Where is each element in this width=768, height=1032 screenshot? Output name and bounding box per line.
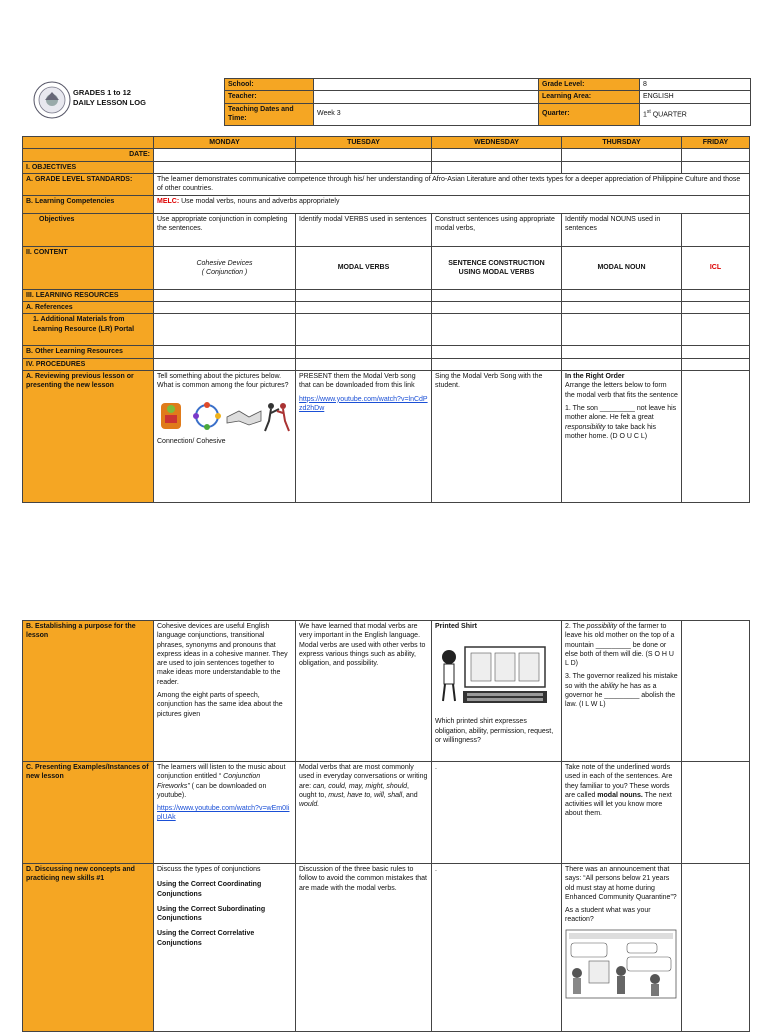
quarter-num: 1: [643, 111, 647, 119]
right-order-intro: Arrange the letters below to form the modal verb that fits the sentence: [565, 382, 678, 399]
c-mon-b: Conjunction Fireworks”: [157, 773, 261, 790]
references-label: A. References: [23, 302, 154, 314]
header-table: [224, 78, 751, 126]
grade-label: Grade Level:: [539, 79, 640, 91]
examples-tuesday: [296, 762, 432, 864]
printed-shirt-title: Printed Shirt: [435, 623, 478, 630]
objectives-heading: I. OBJECTIVES: [23, 161, 154, 173]
quarter-label: Quarter:: [539, 103, 640, 125]
discussing-wednesday: .: [432, 864, 562, 1032]
lesson-table-2: [22, 620, 750, 1032]
purpose-wednesday: [432, 621, 562, 762]
d-mon-coordinating: Using the Correct Coordinating Conjunctions: [157, 881, 262, 898]
modal-verb-song-link[interactable]: https://www.youtube.com/watch?v=lnCdPzd2hDw: [299, 395, 428, 412]
learning-competencies-label: B. Learning Competencies: [23, 195, 154, 213]
thu-p2-c: he has as a governor he _________ abolish the law. (I L W L): [565, 682, 676, 709]
content-friday: ICL: [682, 246, 750, 289]
day-thursday: THURSDAY: [562, 137, 682, 149]
content-heading: II. CONTENT: [23, 246, 154, 289]
item1-part-a: 1. The son _________ not leave his mother alone. He felt a great: [565, 404, 677, 422]
grade-value: 8: [640, 79, 751, 91]
presenting-examples-label: C. Presenting Examples/Instances of new lesson: [23, 762, 154, 864]
purpose-monday-p1: Cohesive devices are useful English language conjunctions, transitional phrases, synonyms and pronouns that express ideas in a cohesive manner. They are used to join sentences together to make ideas more understandable to the reader.: [157, 623, 288, 686]
examples-monday-text: [157, 763, 292, 800]
examples-thursday: [562, 762, 682, 864]
d-mon-subordinating: Using the Correct Subordinating Conjunctions: [157, 905, 266, 923]
d-mon-correlative: Using the Correct Correlative Conjunctions: [157, 930, 255, 947]
lesson-table-1: [22, 136, 750, 503]
area-value: ENGLISH: [640, 91, 751, 103]
c-mon-a: The learners will listen to the music about conjunction entitled “: [157, 764, 286, 781]
conjunction-fireworks-link[interactable]: https://www.youtube.com/watch?v=wEm0IiplUAk: [157, 805, 290, 822]
puzzle-icon: [161, 403, 181, 429]
grade-level-standards-text: The learner demonstrates communicative competence through his/ her understanding of Afro-Asian Literature and other texts types for a deeper appreciation of Philippine Culture and those of other countries.: [154, 173, 750, 195]
d-mon-intro: Discuss the types of conjunctions: [157, 866, 261, 873]
c-thu-a: Take note of the underlined words used in each of the sentences. Are they familiar to you? These words are called: [565, 764, 673, 799]
day-wednesday: WEDNESDAY: [432, 137, 562, 149]
content-monday-line1: Cohesive Devices: [196, 259, 253, 267]
grade-level-standards-label: A. GRADE LEVEL STANDARDS:: [23, 173, 154, 195]
melc-body: Use modal verbs, nouns and adverbs appropriately: [179, 197, 340, 205]
content-wednesday-line1: SENTENCE CONSTRUCTION: [448, 259, 545, 267]
melc-text: [154, 195, 750, 213]
reviewing-lesson-label: A. Reviewing previous lesson or presenting the new lesson: [23, 371, 154, 503]
school-label: School:: [225, 79, 314, 91]
date-label: DATE:: [23, 149, 154, 161]
thu-p1-c: of the farmer to leave his old mother on the top of a mountain _________ be done or else both of them will die. (S O H U L D): [565, 623, 675, 668]
objectives-label: Objectives: [23, 213, 154, 246]
purpose-thursday-p1: [565, 622, 678, 668]
purpose-thursday: [562, 621, 682, 762]
reviewing-wednesday: Sing the Modal Verb Song with the student.: [432, 371, 562, 503]
purpose-thursday-p2: [565, 672, 678, 709]
day-tuesday: TUESDAY: [296, 137, 432, 149]
content-wednesday: [432, 246, 562, 289]
four-pictures: [157, 397, 291, 435]
d-thu-announcement: There was an announcement that says: “All persons below 21 years old must stay at home during Enhanced Community Quarantine”?: [565, 866, 677, 901]
c-tue-a: Modal verbs that are most commonly used in everyday conversations or writing are:: [299, 764, 428, 790]
school-name: [73, 88, 146, 108]
c-thu-c: The next activities will let you know more about them.: [565, 791, 672, 818]
purpose-tuesday: We have learned that modal verbs are very important in the English language. Modal verbs are used with other verbs to express various things such as ability, obligation, and possibility.: [296, 621, 432, 762]
additional-materials-label: 1. Additional Materials from Learning Resource (LR) Portal: [23, 314, 154, 346]
objective-thursday: Identify modal NOUNS used in sentences: [562, 213, 682, 246]
reviewing-monday: [154, 371, 296, 503]
c-thu-b: modal nouns.: [597, 791, 643, 799]
deped-seal-icon: [33, 81, 71, 119]
purpose-monday: [154, 621, 296, 762]
discussing-thursday: [562, 864, 682, 1032]
c-tue-e: , and: [402, 791, 418, 799]
objective-wednesday: Construct sentences using appropriate modal verbs,: [432, 213, 562, 246]
content-thursday: MODAL NOUN: [562, 246, 682, 289]
other-resources-label: B. Other Learning Resources: [23, 346, 154, 358]
thu-p2-a: 3. The governor realized his mistake so with the: [565, 673, 678, 690]
dancers-icon: [265, 403, 289, 431]
handshake-icon: [227, 411, 261, 425]
area-label: Learning Area:: [539, 91, 640, 103]
comic-icon: [565, 929, 677, 999]
hands-icon: [193, 402, 221, 430]
c-tue-c: , ought to,: [299, 782, 409, 799]
day-monday: MONDAY: [154, 137, 296, 149]
c-tue-b: can, could, may, might, should: [313, 782, 408, 790]
establishing-purpose-label: B. Establishing a purpose for the lesson: [23, 621, 154, 762]
teacher-value: [314, 91, 539, 103]
c-tue-d: must, have to, will, shall: [328, 791, 403, 799]
reviewing-tuesday: [296, 371, 432, 503]
dates-label: Teaching Dates and Time:: [225, 103, 314, 125]
item1-part-b: responsibility: [565, 423, 606, 431]
right-order-item1: [565, 404, 678, 441]
thu-p2-b: ability: [600, 682, 619, 690]
discussing-concepts-label: D. Discussing new concepts and practicing new skills #1: [23, 864, 154, 1032]
content-wednesday-line2: USING MODAL VERBS: [458, 268, 535, 276]
content-monday: [154, 246, 296, 289]
quarter-value: [640, 103, 751, 125]
procedures-heading: IV. PROCEDURES: [23, 358, 154, 370]
c-mon-c: ( can be downloaded on youtube).: [157, 782, 267, 799]
c-tue-f: would.: [299, 801, 320, 809]
content-tuesday: MODAL VERBS: [296, 246, 432, 289]
item1-part-c: to take back his mother home. (D O U C L): [565, 423, 657, 440]
thu-p1-a: 2. The: [565, 623, 587, 630]
resources-heading: III. LEARNING RESOURCES: [23, 289, 154, 301]
quarter-sup: st: [646, 109, 651, 116]
thu-p1-b: possibility: [586, 623, 618, 630]
d-thu-reaction: As a student what was your reaction?: [565, 907, 651, 924]
teacher-label: Teacher:: [225, 91, 314, 103]
school-value: [314, 79, 539, 91]
quarter-rest: QUARTER: [650, 111, 687, 119]
school-name-line2: DAILY LESSON LOG: [73, 98, 146, 107]
melc-tag: MELC:: [157, 197, 180, 205]
day-friday: FRIDAY: [682, 137, 750, 149]
reviewing-monday-caption: Connection/ Cohesive: [157, 437, 226, 445]
purpose-monday-p2: Among the eight parts of speech, conjunction has the same idea about the pictures given: [157, 692, 283, 718]
right-order-title: In the Right Order: [565, 373, 625, 381]
school-name-line1: GRADES 1 to 12: [73, 88, 131, 97]
objective-monday: Use appropriate conjunction in completing the sentences.: [154, 213, 296, 246]
shirt-board-icon: [435, 639, 553, 711]
examples-monday: [154, 762, 296, 864]
content-monday-line2: ( Conjunction ): [201, 268, 248, 276]
reviewing-tuesday-text: PRESENT them the Modal Verb song that can be downloaded from this link: [299, 373, 416, 390]
examples-wednesday: .: [432, 762, 562, 864]
discussing-monday: [154, 864, 296, 1032]
discussing-tuesday: Discussion of the three basic rules to follow to avoid the common mistakes that are made with the modal verbs.: [296, 864, 432, 1032]
dates-value: Week 3: [314, 103, 539, 125]
reviewing-thursday: [562, 371, 682, 503]
reviewing-monday-text: Tell something about the pictures below. What is common among the four pictures?: [157, 373, 289, 390]
printed-shirt-caption: Which printed shirt expresses obligation, ability, permission, request, or willingness?: [435, 718, 554, 744]
objective-tuesday: Identify modal VERBS used in sentences: [296, 213, 432, 246]
